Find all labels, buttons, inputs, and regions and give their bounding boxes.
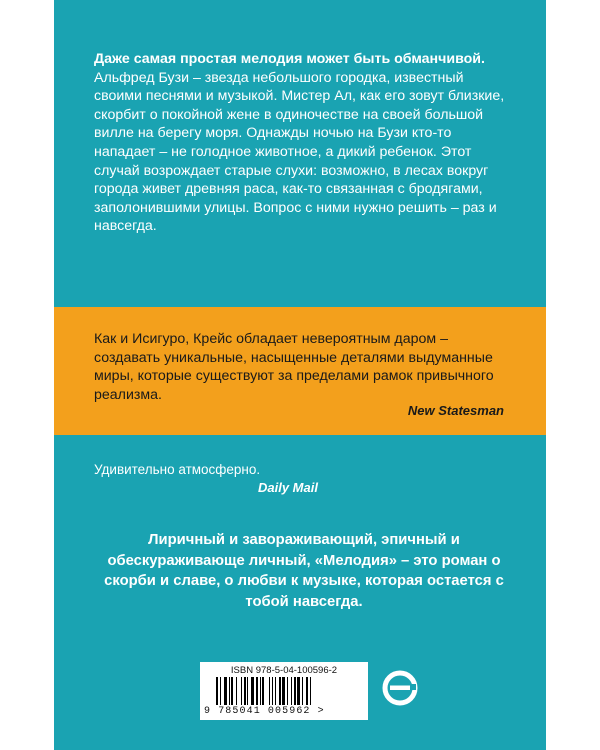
- barcode-bar: [297, 677, 300, 705]
- barcode-bar: [294, 677, 296, 705]
- barcode-bar: [282, 677, 285, 705]
- barcode-bar: [291, 677, 292, 705]
- barcode-digits: 9 785041 005962 >: [204, 706, 325, 717]
- barcode-bar: [310, 677, 311, 705]
- barcode-bar: [229, 677, 230, 705]
- barcode: [200, 662, 368, 720]
- barcode-bar: [262, 677, 264, 705]
- barcode-bar: [251, 677, 254, 705]
- barcode-bar: [275, 677, 276, 705]
- blurb: Лиричный и завораживающий, эпичный и обескураживающе личный, «Мелодия» – это роман о скорби и славе, о любви к музыке, которая остается с тобой навсегда.: [104, 532, 504, 610]
- barcode-bar: [231, 677, 233, 705]
- barcode-bar: [247, 677, 248, 705]
- barcode-bar: [236, 677, 237, 705]
- barcode-bar: [224, 677, 227, 705]
- annotation: [94, 50, 514, 236]
- isbn-label: ISBN 978-5-04-100596-2: [230, 665, 338, 676]
- annotation-heading: Даже самая простая мелодия может быть обманчивой.: [94, 51, 485, 67]
- barcode-bar: [287, 677, 288, 705]
- review-source-1: New Statesman: [407, 403, 504, 418]
- barcode-bar: [269, 677, 270, 705]
- barcode-bar: [241, 677, 242, 705]
- barcode-bar: [272, 677, 273, 705]
- barcode-bar: [306, 677, 308, 705]
- barcode-bar: [216, 677, 218, 705]
- barcode-bar: [244, 677, 246, 705]
- barcode-bar: [260, 677, 261, 705]
- publisher-e-logo-icon: [382, 670, 418, 706]
- barcode-bar: [220, 677, 221, 705]
- review-source-2: Daily Mail: [258, 480, 318, 495]
- annotation-body: Альфред Бузи – звезда небольшого городка, известный своими песнями и музыкой. Мистер Ал, как его зовут близкие, скорбит о покойной жене в одиночестве на своей большой вилле на берегу моря. Однажды ночью на Бузи кто-то нападает – не голодное животное, а дикий ребенок. Этот случай возрождает старые слухи: возможно, в лесах вокруг города живет древняя раса, как-то связанная с бродягами, заполонившими улицы. Вопрос с ними нужно решить – раз и навсегда.: [94, 69, 505, 235]
- barcode-bars: [216, 677, 354, 705]
- barcode-bar: [279, 677, 281, 705]
- barcode-bar: [302, 677, 303, 705]
- review-quote-1: Как и Исигуро, Крейс обладает невероятным даром – создавать уникальные, насыщенные деталями выдуманные миры, которые существуют за пределами рамок привычного реализма.: [94, 331, 494, 403]
- barcode-bar: [256, 677, 258, 705]
- review-quote-2: Удивительно атмосферно.: [94, 462, 261, 477]
